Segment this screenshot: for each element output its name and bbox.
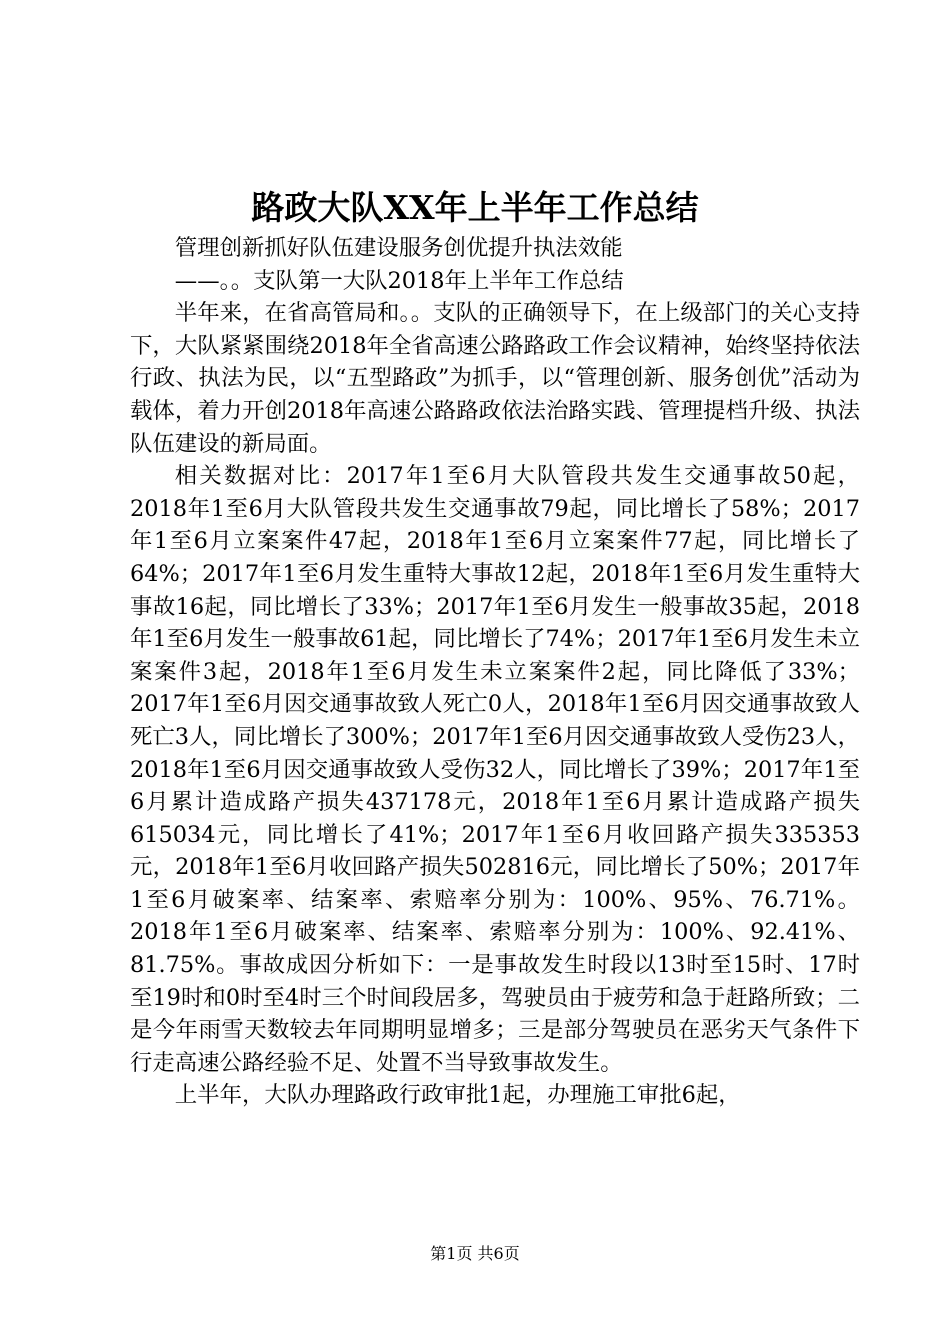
subtitle-line-2: ——。。支队第一大队2018年上半年工作总结 <box>174 267 624 294</box>
paragraph-intro: 半年来，在省高管局和。。支队的正确领导下，在上级部门的关心支持下，大队紧紧围绕2018年全省高速公路路政工作会议精神，始终坚持依法行政、执法为民，以“五型路政”为抓手，以“管理创新、服务创优”活动为载体，着力开创2018年高速公路路政依法治路实践、管理提档升级、执法队伍建设的新局面。 <box>130 300 860 457</box>
document-title: 路政大队XX年上半年工作总结 <box>251 188 699 227</box>
paragraph-data-comparison: 相关数据对比：2017年1至6月大队管段共发生交通事故50起，2018年1至6月大队管段共发生交通事故79起，同比增长了58%；2017年1至6月立案案件47起，2018年1至6月立案案件77起，同比增长了64%；2017年1至6月发生重特大事故12起，2018年1至6月发生重特大事故16起，同比增长了33%；2017年1至6月发生一般事故35起，2018年1至6月发生一般事故61起，同比增长了74%；2017年1至6月发生未立案案件3起，2018年1至6月发生未立案案件2起，同比降低了33%；2017年1至6月因交通事故致人死亡0人，2018年1至6月因交通事故致人死亡3人，同比增长了300%；2017年1至6月因交通事故致人受伤23人，2018年1至6月因交通事故致人受伤32人，同比增长了39%；2017年1至6月累计造成路产损失437178元，2018年1至6月累计造成路产损失615034元，同比增长了41%；2017年1至6月收回路产损失335353元，2018年1至6月收回路产损失502816元，同比增长了50%；2017年1至6月破案率、结案率、索赔率分别为：100%、95%、76.71%。2018年1至6月破案率、结案率、索赔率分别为：100%、92.41%、81.75%。事故成因分析如下：一是事故发生时段以13时至15时、17时至19时和0时至4时三个时间段居多，驾驶员由于疲劳和急于赶路所致；二是今年雨雪天数较去年同期明显增多；三是部分驾驶员在恶劣天气条件下行走高速公路经验不足、处置不当导致事故发生。 <box>130 463 860 1076</box>
document-body <box>130 232 860 1112</box>
paragraph-approvals: 上半年，大队办理路政行政审批1起，办理施工审批6起， <box>174 1082 741 1109</box>
subtitle-line-1: 管理创新抓好队伍建设服务创优提升执法效能 <box>174 235 623 261</box>
page-number-footer: 第1页 共6页 <box>430 1244 520 1263</box>
